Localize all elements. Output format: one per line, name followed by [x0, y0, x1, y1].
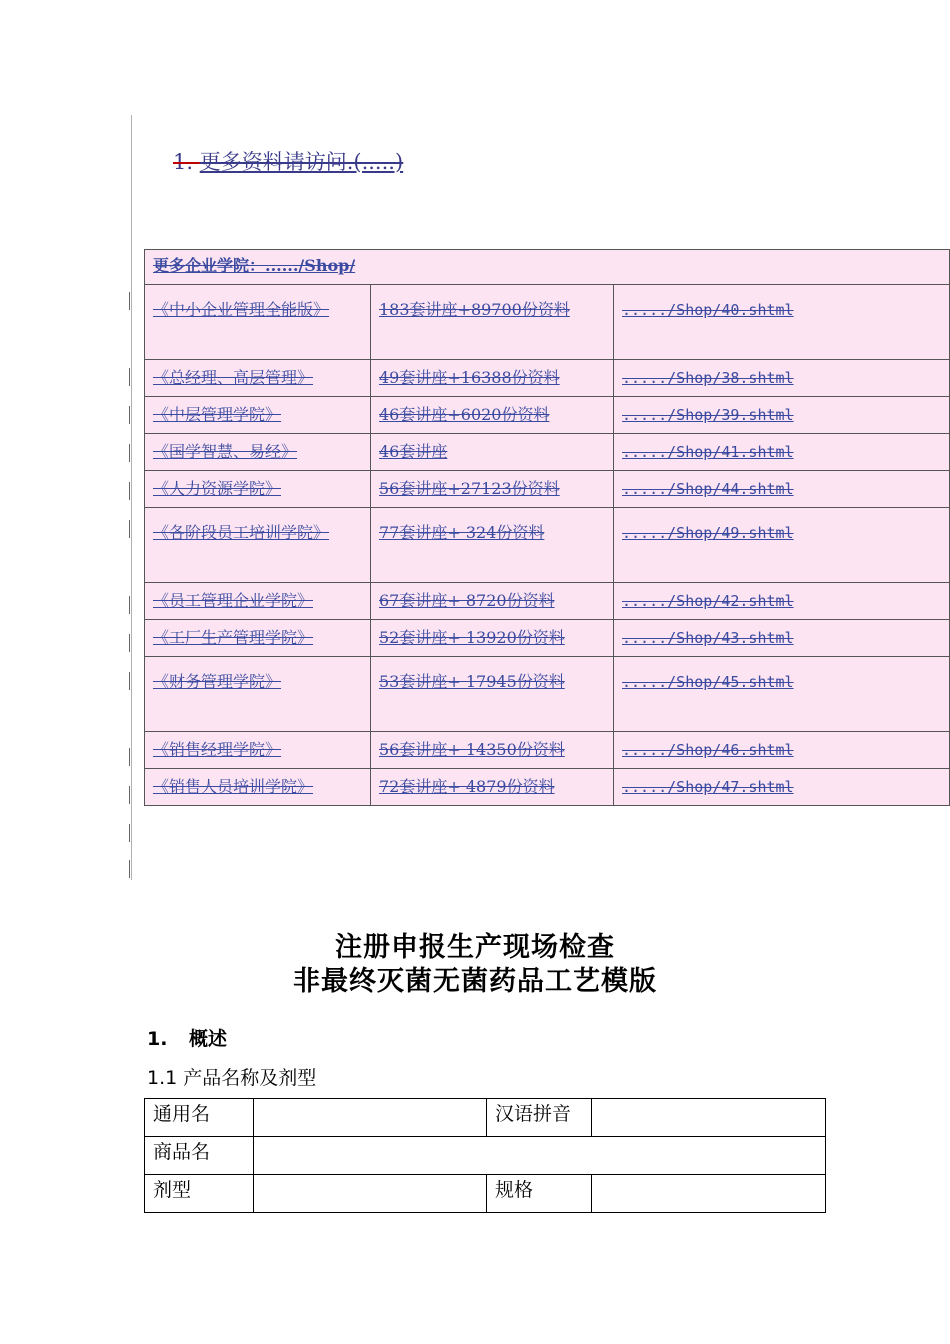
section-number: 1. — [147, 1028, 168, 1050]
table-row — [145, 508, 950, 583]
margin-mark — [129, 860, 130, 878]
margin-mark — [129, 482, 130, 500]
pinyin-field[interactable] — [592, 1099, 826, 1137]
college-url-link[interactable]: ...../Shop/41.shtml — [622, 443, 794, 461]
document-title-line-1: 注册申报生产现场检查 — [335, 932, 615, 963]
margin-mark — [129, 672, 130, 690]
spec-label: 规格 — [487, 1175, 592, 1213]
margin-rule — [131, 115, 132, 880]
table-header-row — [145, 250, 950, 285]
college-name-link[interactable]: 《销售人员培训学院》 — [153, 777, 314, 796]
dosage-form-label: 剂型 — [145, 1175, 254, 1213]
college-desc: 56套讲座+ 14350份资料 — [379, 740, 565, 759]
generic-name-label: 通用名 — [145, 1099, 254, 1137]
college-name-link[interactable]: 《员工管理企业学院》 — [153, 591, 314, 610]
margin-mark — [129, 748, 130, 766]
college-name-link[interactable]: 《各阶段员工培训学院》 — [153, 523, 330, 542]
table-row — [145, 397, 950, 434]
college-desc: 56套讲座+27123份资料 — [379, 479, 560, 498]
margin-mark — [129, 368, 130, 386]
table-row — [145, 360, 950, 397]
college-desc: 72套讲座+ 4879份资料 — [379, 777, 555, 796]
table-row — [145, 657, 950, 732]
table-row — [145, 620, 950, 657]
pinyin-label: 汉语拼音 — [487, 1099, 592, 1137]
college-url-link[interactable]: ...../Shop/47.shtml — [622, 778, 794, 796]
college-url-link[interactable]: ...../Shop/39.shtml — [622, 406, 794, 424]
table-row — [145, 1099, 826, 1137]
college-url-link[interactable]: ...../Shop/45.shtml — [622, 673, 794, 691]
product-form-table — [144, 1098, 826, 1213]
trade-name-label: 商品名 — [145, 1137, 254, 1175]
spec-field[interactable] — [592, 1175, 826, 1213]
margin-mark — [129, 824, 130, 842]
college-desc: 67套讲座+ 8720份资料 — [379, 591, 555, 610]
college-desc: 183套讲座+89700份资料 — [379, 300, 570, 319]
college-name-link[interactable]: 《总经理、高层管理》 — [153, 368, 314, 387]
college-url-link[interactable]: ...../Shop/46.shtml — [622, 741, 794, 759]
college-desc: 46套讲座+6020份资料 — [379, 405, 550, 424]
margin-mark — [129, 634, 130, 652]
trade-name-field[interactable] — [254, 1137, 826, 1175]
table-row — [145, 1175, 826, 1213]
table-row — [145, 285, 950, 360]
college-links-table — [144, 249, 950, 806]
college-url-link[interactable]: ...../Shop/38.shtml — [622, 369, 794, 387]
margin-mark — [129, 786, 130, 804]
link-number: 1. — [173, 150, 200, 174]
college-name-link[interactable]: 《人力资源学院》 — [153, 479, 282, 498]
college-name-link[interactable]: 《中层管理学院》 — [153, 405, 282, 424]
document-title-line-2: 非最终灭菌无菌药品工艺模版 — [293, 966, 657, 997]
college-name-link[interactable]: 《中小企业管理全能版》 — [153, 300, 330, 319]
college-name-link[interactable]: 《工厂生产管理学院》 — [153, 628, 314, 647]
margin-mark — [129, 444, 130, 462]
table-row — [145, 732, 950, 769]
section-title: 概述 — [189, 1028, 228, 1050]
college-url-link[interactable]: ...../Shop/42.shtml — [622, 592, 794, 610]
college-url-link[interactable]: ...../Shop/49.shtml — [622, 524, 794, 542]
more-info-link[interactable] — [173, 146, 403, 176]
table-row — [145, 769, 950, 806]
table-row — [145, 434, 950, 471]
college-url-link[interactable]: ...../Shop/40.shtml — [622, 301, 794, 319]
subsection-heading: 1.1 产品名称及剂型 — [147, 1067, 317, 1089]
college-desc: 53套讲座+ 17945份资料 — [379, 672, 565, 691]
dosage-form-field[interactable] — [254, 1175, 487, 1213]
margin-mark — [129, 406, 130, 424]
margin-mark — [129, 520, 130, 538]
college-desc: 46套讲座 — [379, 442, 448, 461]
margin-mark — [129, 596, 130, 614]
college-desc: 77套讲座+ 324份资料 — [379, 523, 545, 542]
link-text: 更多资料请访问.(.....) — [199, 150, 404, 174]
generic-name-field[interactable] — [254, 1099, 487, 1137]
college-desc: 52套讲座+ 13920份资料 — [379, 628, 565, 647]
table-row — [145, 471, 950, 508]
table-row — [145, 1137, 826, 1175]
section-heading — [147, 1024, 227, 1051]
table-row — [145, 583, 950, 620]
college-url-link[interactable]: ...../Shop/43.shtml — [622, 629, 794, 647]
college-name-link[interactable]: 《销售经理学院》 — [153, 740, 282, 759]
college-desc: 49套讲座+16388份资料 — [379, 368, 560, 387]
college-url-link[interactable]: ...../Shop/44.shtml — [622, 480, 794, 498]
margin-mark — [129, 292, 130, 310]
college-name-link[interactable]: 《财务管理学院》 — [153, 672, 282, 691]
college-header-link[interactable]: 更多企业学院：....../Shop/ — [153, 256, 356, 275]
college-name-link[interactable]: 《国学智慧、易经》 — [153, 442, 298, 461]
